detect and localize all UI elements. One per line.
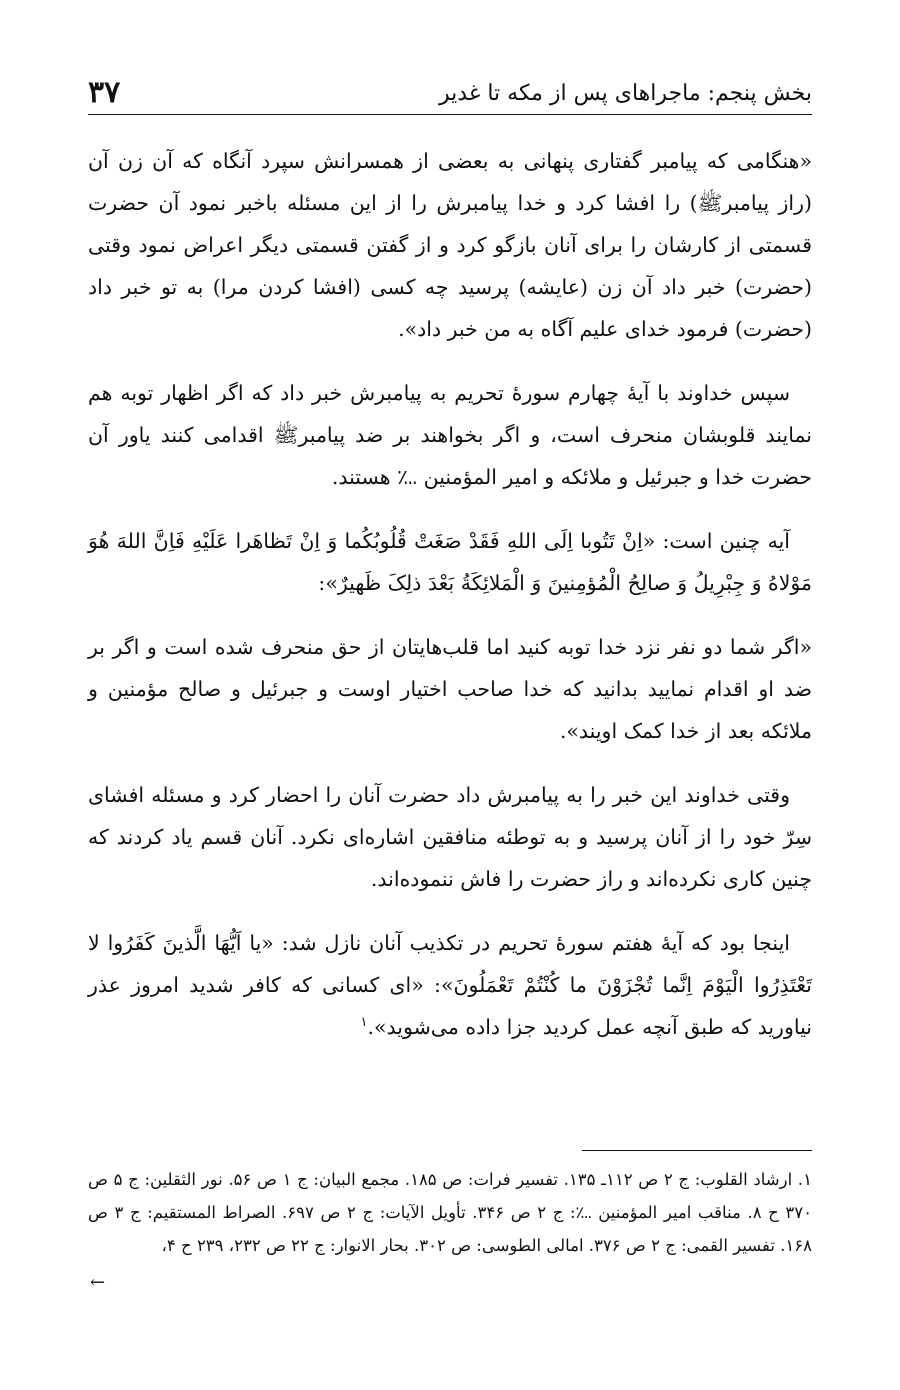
paragraph-summons: وقتی خداوند این خبر را به پیامبرش داد حضرت آنان را احضار کرد و مسئله افشای سِرّ خود را از آنان پرسید و به توطئه منافقین اشاره‌ای نکرد. آنان قسم یاد کردند که چنین کاری نکرده‌اند و راز حضرت را فاش ننموده‌اند. [88,783,812,891]
paragraph-surah-tahrim-4: سپس خداوند با آیهٔ چهارم سورهٔ تحریم به پیامبرش خبر داد که اگر اظهار توبه هم نمایند قلوبشان منحرف است، و اگر بخواهند بر ضد پیامبرﷺ اقدامی کنند یاور آن حضرت خدا و جبرئیل و ملائکه و امیر المؤمنین ؊ هستند. [88,381,812,489]
page-header [88,68,812,115]
footnotes [88,1163,812,1262]
paragraph-quote-translation: «هنگامی که پیامبر گفتاری پنهانی به بعضی از همسرانش سپرد آنگاه که آن زن آن (راز پیامبرﷺ) را افشا کرد و خدا پیامبرش را از این مسئله باخبر نمود آن حضرت قسمتی از کارشان را برای آنان بازگو کرد و از گفتن قسمتی دیگر اعراض نمود وقتی (حضرت) خبر داد آن زن (عایشه) پرسید چه کسی (افشا کردن مرا) به تو خبر داد (حضرت) فرمود خدای علیم آگاه به من خبر داد». [88,149,812,341]
footnote-divider [582,1150,812,1151]
chapter-title: بخش پنجم: ماجراهای پس از مکه تا غدیر [439,81,812,106]
page-number: ۳۷ [88,75,121,110]
paragraph-surah-tahrim-7-text: اینجا بود که آیهٔ هفتم سورهٔ تحریم در تکذیب آنان نازل شد: «یا اَیُّهَا الَّذینَ کَفَرُوا لا تَعْتَذِرُوا الْیَوْمَ اِنَّما تُجْزَوْنَ ما کُنْتُمْ تَعْمَلُونَ»: «ای کسانی که کافر شدید امروز عذر نیاورید که طبق آنچه عمل کردید جزا داده می‌شوید». [88,931,812,1039]
paragraph-surah-tahrim-7 [88,922,812,1048]
footnote-1: ۱. ارشاد القلوب: ج ۲ ص ۱۱۲ـ ۱۳۵. تفسیر فرات: ص ۱۸۵. مجمع البیان: ج ۱ ص ۵۶. نور الثقلین: ج ۵ ص ۳۷۰ ح ۸. مناقب امیر المؤمنین ؊: ج ۲ ص ۳۴۶. تأویل الآیات: ج ۲ ص ۶۹۷. الصراط المستقیم: ج ۳ ص ۱۶۸. تفسیر القمی: ج ۲ ص ۳۷۶. امالی الطوسی: ص ۳۰۲. بحار الانوار: ج ۲۲ ص ۲۳۲، ۲۳۹ ح ۴، [88,1170,812,1255]
paragraph-verse-translation: «اگر شما دو نفر نزد خدا توبه کنید اما قلب‌هایتان از حق منحرف شده است و اگر بر ضد او اقدام نمایید بدانید که خدا صاحب اختیار اوست و جبرئیل و صالح مؤمنین و ملائکه بعد از خدا کمک اویند». [88,635,812,743]
paragraph-verse-arabic: آیه چنین است: «اِنْ تَتُوبا اِلَی اللهِ فَقَدْ صَغَتْ قُلُوبُکُما وَ اِنْ تَظاهَرا عَلَیْهِ فَاِنَّ اللهَ هُوَ مَوْلاهُ وَ جِبْرِیلُ وَ صالِحُ الْمُؤمِنینَ وَ الْمَلائِکَةُ بَعْدَ ذلِکَ ظَهیرٌ»: [88,529,812,595]
continue-arrow-icon: ← [90,1272,106,1293]
footnote-marker: ۱ [360,1015,368,1031]
main-text [88,140,812,1070]
